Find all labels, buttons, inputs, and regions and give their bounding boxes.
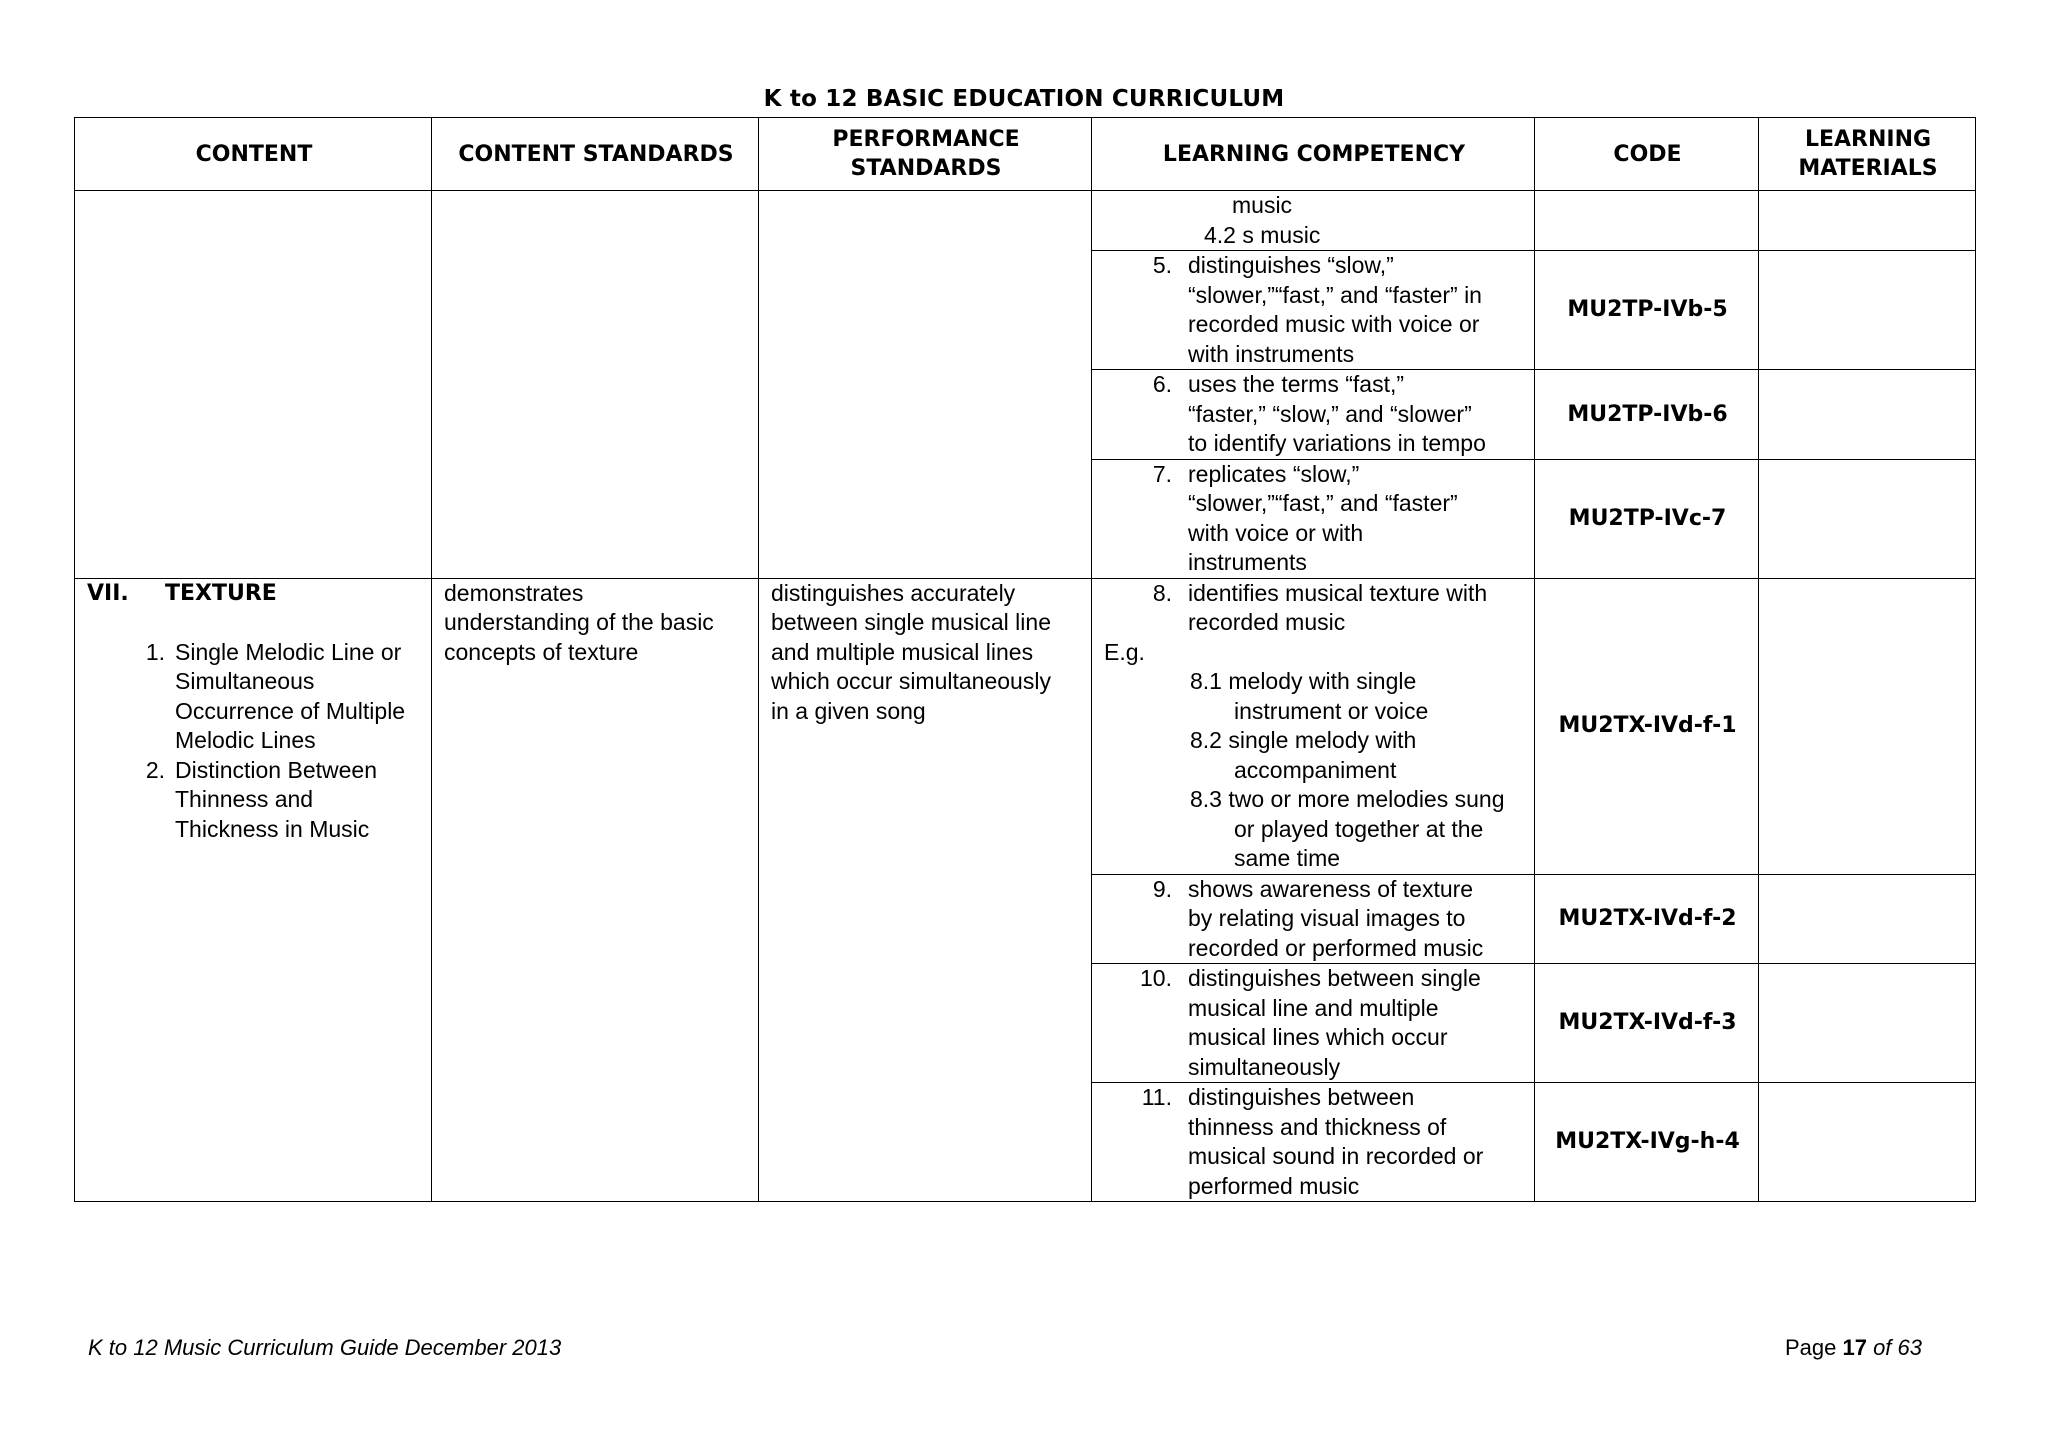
- performance-standard-line: in a given song: [771, 697, 926, 724]
- competency-text-line: simultaneously: [1188, 1053, 1341, 1080]
- materials-cell: [1759, 1083, 1976, 1202]
- sub-competency-wrap: instrument or voice: [1234, 697, 1429, 724]
- competency-number: 6.: [1152, 371, 1172, 397]
- header-performance-standards: [759, 118, 1092, 191]
- section-heading: [87, 579, 421, 609]
- competency-text-line: “slower,”“fast,” and “faster”: [1188, 490, 1458, 516]
- content-cell-texture: [75, 578, 432, 1202]
- performance-standard-line: and multiple musical lines: [771, 638, 1034, 665]
- header-materials-line1: LEARNING: [1804, 127, 1932, 152]
- header-row: [75, 118, 1976, 191]
- competency-number: 5.: [1152, 252, 1172, 278]
- competency-text-line: with instruments: [1188, 340, 1355, 367]
- sub-competency-label: 8.1 melody with single: [1190, 668, 1417, 694]
- header-learning-materials: [1759, 118, 1976, 191]
- content-cell-empty: [75, 191, 432, 579]
- footer-page-total: of 63: [1873, 1335, 1922, 1360]
- competency-text-line: distinguishes “slow,”: [1188, 252, 1394, 278]
- competency-text-line: “faster,” “slow,” and “slower”: [1188, 400, 1472, 427]
- performance-standard-line: which occur simultaneously: [771, 668, 1051, 694]
- example-label: E.g.: [1104, 638, 1145, 665]
- competency-cell: [1092, 874, 1535, 964]
- competency-number: 8.: [1152, 579, 1172, 606]
- content-standard-line: understanding of the basic: [444, 609, 714, 635]
- materials-cell: [1759, 251, 1976, 370]
- list-item-line: Occurrence of Multiple: [175, 697, 406, 724]
- competency-cell: [1092, 191, 1535, 251]
- list-item-line: Single Melodic Line or: [175, 638, 402, 665]
- competency-text-line: recorded music: [1188, 609, 1346, 635]
- competency-text-line: by relating visual images to: [1188, 905, 1466, 931]
- competency-text-line: recorded or performed music: [1188, 934, 1484, 961]
- materials-cell: [1759, 578, 1976, 874]
- code-cell: MU2TX-IVd-f-2: [1535, 874, 1759, 964]
- competency-text-line: “slower,”“fast,” and “faster” in: [1188, 281, 1482, 308]
- header-materials-line2: MATERIALS: [1798, 156, 1938, 181]
- list-item-number: 1.: [145, 638, 165, 665]
- footer-page-number: [1785, 1335, 1922, 1361]
- sub-competency: [1104, 667, 1524, 726]
- competency-text-line: uses the terms “fast,”: [1188, 371, 1405, 397]
- list-item: [131, 756, 421, 845]
- sub-competency-wrap: accompaniment: [1234, 756, 1397, 783]
- footer-page-prefix: Page: [1784, 1335, 1837, 1360]
- sub-competency: [1104, 785, 1524, 874]
- header-performance-line1: PERFORMANCE: [832, 127, 1020, 152]
- sub-competency-wrap: same time: [1234, 845, 1341, 871]
- competency-cell: [1092, 459, 1535, 578]
- list-item-line: Thinness and: [175, 786, 314, 812]
- materials-cell: [1759, 459, 1976, 578]
- list-item-line: Simultaneous: [175, 668, 315, 694]
- content-standards-cell: [432, 578, 759, 1202]
- list-item-line: Thickness in Music: [175, 815, 370, 842]
- competency-text-line: replicates “slow,”: [1188, 460, 1360, 487]
- code-cell: MU2TX-IVd-f-3: [1535, 964, 1759, 1083]
- competency-text-line: recorded music with voice or: [1188, 311, 1480, 337]
- header-code: CODE: [1535, 118, 1759, 191]
- competency-cell: [1092, 578, 1535, 874]
- header-performance-line2: STANDARDS: [850, 156, 1002, 181]
- competency-text-line: musical lines which occur: [1188, 1024, 1448, 1050]
- competency-item: [1104, 579, 1524, 638]
- competency-number: 11.: [1141, 1084, 1172, 1110]
- competency-text-line: distinguishes between: [1188, 1084, 1415, 1110]
- header-content-standards: CONTENT STANDARDS: [432, 118, 759, 191]
- list-item-line: Distinction Between: [175, 756, 377, 783]
- competency-cell: [1092, 1083, 1535, 1202]
- competency-text-line: performed music: [1188, 1172, 1360, 1199]
- materials-cell: [1759, 191, 1976, 251]
- competency-continued-sub: 4.2 s music: [1204, 221, 1321, 248]
- content-standard-line: demonstrates: [444, 579, 584, 606]
- competency-text-line: with voice or with: [1188, 519, 1364, 546]
- section-title: TEXTURE: [165, 580, 277, 606]
- competency-text-line: musical line and multiple: [1188, 994, 1439, 1021]
- competency-continued-line: music: [1232, 192, 1293, 218]
- section-roman-numeral: VII.: [87, 580, 129, 606]
- competency-number: 9.: [1152, 875, 1172, 902]
- code-cell: [1535, 191, 1759, 251]
- sub-competency-wrap: or played together at the: [1234, 815, 1484, 842]
- document-title: K to 12 BASIC EDUCATION CURRICULUM: [763, 86, 1285, 112]
- competency-text-line: to identify variations in tempo: [1188, 430, 1486, 456]
- curriculum-table: [74, 117, 1976, 1202]
- materials-cell: [1759, 964, 1976, 1083]
- competency-item: [1104, 460, 1524, 578]
- code-cell: MU2TP-IVb-6: [1535, 370, 1759, 460]
- sub-competency-label: 8.3 two or more melodies sung: [1190, 786, 1505, 812]
- code-cell: MU2TX-IVg-h-4: [1535, 1083, 1759, 1202]
- performance-standard-line: between single musical line: [771, 609, 1051, 635]
- competency-text-line: identifies musical texture with: [1188, 579, 1488, 606]
- competency-item: [1104, 251, 1524, 369]
- performance-standards-cell: [759, 578, 1092, 1202]
- content-standard-line: concepts of texture: [444, 638, 639, 665]
- competency-text-line: instruments: [1188, 549, 1307, 575]
- footer-guide-title: K to 12 Music Curriculum Guide December 2013: [88, 1335, 562, 1360]
- materials-cell: [1759, 370, 1976, 460]
- list-item: [131, 638, 421, 756]
- code-cell: MU2TP-IVb-5: [1535, 251, 1759, 370]
- competency-item: [1104, 370, 1524, 459]
- competency-item: [1104, 875, 1524, 964]
- competency-text-line: shows awareness of texture: [1188, 875, 1474, 902]
- list-item-line: Melodic Lines: [175, 727, 316, 753]
- list-item-number: 2.: [145, 756, 165, 783]
- sub-competency: [1104, 726, 1524, 785]
- header-content: CONTENT: [75, 118, 432, 191]
- competency-text-line: musical sound in recorded or: [1188, 1143, 1484, 1169]
- sub-competency-label: 8.2 single melody with: [1190, 727, 1417, 753]
- competency-item: [1104, 1083, 1524, 1201]
- code-cell: MU2TP-IVc-7: [1535, 459, 1759, 578]
- performance-standards-cell-empty: [759, 191, 1092, 579]
- performance-standard-line: distinguishes accurately: [771, 579, 1016, 606]
- competency-text-line: distinguishes between single: [1188, 965, 1481, 991]
- competency-item: [1104, 964, 1524, 1082]
- table-row: [75, 578, 1976, 874]
- competency-cell: [1092, 964, 1535, 1083]
- header-learning-competency: LEARNING COMPETENCY: [1092, 118, 1535, 191]
- competency-number: 7.: [1152, 460, 1172, 487]
- competency-text-line: thinness and thickness of: [1188, 1113, 1447, 1140]
- materials-cell: [1759, 874, 1976, 964]
- content-standards-cell-empty: [432, 191, 759, 579]
- competency-cell: [1092, 251, 1535, 370]
- code-cell: MU2TX-IVd-f-1: [1535, 578, 1759, 874]
- content-topic-list: [87, 638, 421, 845]
- table-row: [75, 191, 1976, 251]
- competency-number: 10.: [1140, 965, 1172, 991]
- footer-page-current: 17: [1842, 1335, 1867, 1360]
- competency-cell: [1092, 370, 1535, 460]
